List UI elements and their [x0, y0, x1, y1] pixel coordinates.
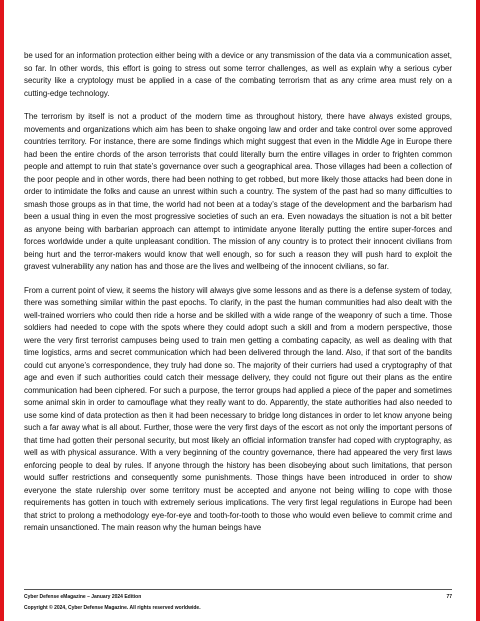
page-footer	[24, 589, 452, 612]
paragraph-3: From a current point of view, it seems the history will always give some lessons and as there is a defense system of today, there was something similar within the past epochs. To clarify, in the past the human communities had also dealt with the well-trained worriers who could then ride a horse and be skilled with a wide range of the weaponry of such a time. Those soldiers had needed to cope with the spots where they could adopt such a skill and from a modern perspective, those were the very first terrorist campuses being used to train men getting a combating capacity, as well as dealing with that time logistics, arms and secret communication which had been delivered through the land. Also, if that sort of the bandits could cut anyone’s correspondence, they truly had done so. The majority of their curriers had used a cryptography of that age and even if such authorities could catch their message delivery, they could not figure out their plans as the entire communication had been ciphered. For such a purpose, the terror groups had applied a piece of the paper and sometimes some animal skin in order to camouflage what they really want to do. Apparently, the state authorities had also needed to use some kind of data protection as then it had been necessary to bridge long distances in order to let know anyone being such a far away what is all about. Further, those were the very first days of the escort as not only the important persons of that time had gotten their personal security, but most likely an official information transfer had coped with cryptography, as well as with physical assurance. With a very beginning of the country governance, there had appeared the very first laws enforcing people to deal by rules. If anyone through the history has been disobeying about such limitations, that person would suffer restrictions and consequently some punishments. Those things have been introduced in order to show everyone the state rulership over some territory must be accepted and anyone not being willing to cope with those requirements has gotten in touch with extremely serious implications. The very first legal regulations in Europe had been that strict to prolong a methodology eye-for-eye and tooth-for-tooth to those who would even believe to commit crime and remain unsanctioned. The main reason why the human beings have	[24, 285, 452, 532]
page-number: 77	[446, 594, 452, 600]
footer-row	[24, 593, 452, 601]
article-body	[24, 50, 452, 546]
paragraph-1: be used for an information protection either being with a device or any transmission of the data via a communication asset, so far. In other words, this effort is going to stress out some terror challenges, as well as explain why a serious cyber security like a cryptology must be applied in a case of the combating terrorism that as any crime area must rely on a cutting-edge technology.	[24, 51, 452, 98]
publication-name: Cyber Defense eMagazine – January 2024 Edition	[24, 594, 142, 600]
left-accent-bar	[0, 0, 4, 621]
right-accent-bar	[476, 0, 480, 621]
paragraph-2: The terrorism by itself is not a product of the modern time as throughout history, there have always existed groups, movements and organizations which aim has been to shake ongoing law and order and take control over some approved countries territory. For instance, there are some findings which might suggest that even in the Middle Age in Europe there had been the entire chords of the arson terrorists that could literally burn the entire villages in order to frighten common people and attempt to ruin that state’s governance over such a geographical area. Those villages had been a collection of the poor people and in other words, there had been nothing to get robbed, but more likely those attacks had been done in order to intimidate the folks and cause an unrest within such a country. The system of the past had so many difficulties to smash those groups as in that time, the world had not been at a today’s stage of the development and the barbarism had been a usual thing in even the most progressive societies of such an era. Even nowadays the situation is not a bit better as anyone being with barbarian approach can attempt to intimidate anyone literally putting the entire super-forces and forces worldwide under a quite unpleasant condition. The mission of any country is to protect their innocent civilians from being hurt and the terror-makers would know that well enough, so for such a reason they will push hard to exploit the gravest vulnerability any nation has and those are the lives and wellbeing of the innocent civilians, so far.	[24, 112, 452, 271]
footer-divider	[24, 589, 452, 590]
copyright-notice: Copyright © 2024, Cyber Defense Magazine. All rights reserved worldwide.	[24, 605, 201, 611]
